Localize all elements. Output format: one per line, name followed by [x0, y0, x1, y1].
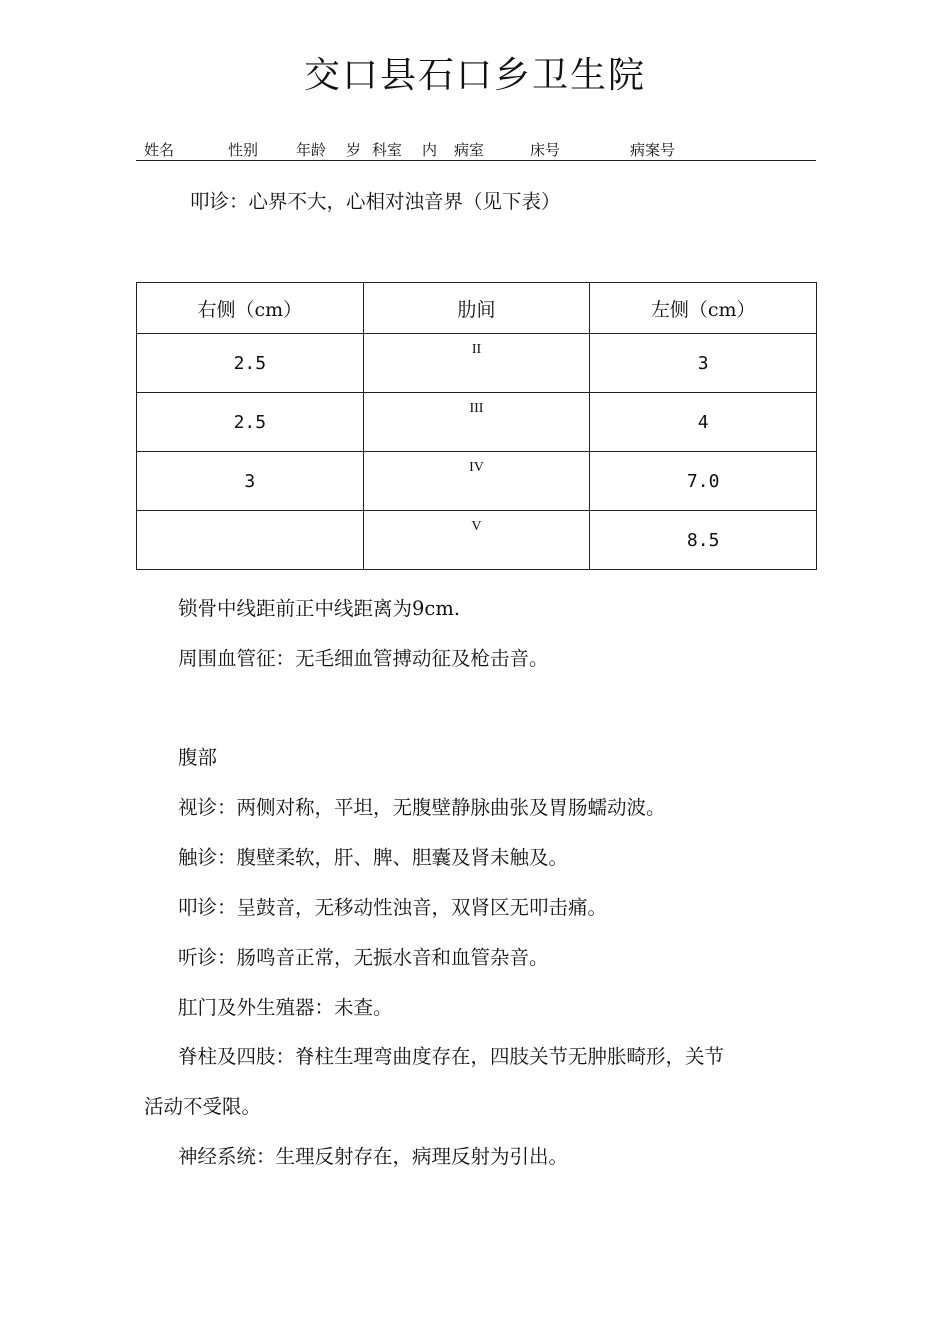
table-row	[137, 511, 817, 570]
anus-genitalia-text: 肛门及外生殖器：未查。	[178, 996, 393, 1019]
intercostal-space: IV	[363, 452, 590, 511]
spine-limbs-text-line2: 活动不受限。	[144, 1095, 262, 1118]
percussion-text: 叩诊：呈鼓音，无移动性浊音，双肾区无叩击痛。	[178, 896, 608, 919]
department-value: 内	[422, 141, 438, 159]
right-value: 2.5	[137, 334, 364, 393]
hospital-title: 交口县石口乡卫生院	[303, 55, 646, 96]
right-value	[137, 511, 364, 570]
age-unit-label: 岁	[346, 141, 362, 159]
header-right-side: 右侧（cm）	[137, 283, 364, 334]
peripheral-vessels-text: 周围血管征：无毛细血管搏动征及枪击音。	[178, 647, 549, 670]
left-value: 4	[590, 393, 817, 452]
clavicle-line-text: 锁骨中线距前正中线距离为9cm.	[178, 597, 461, 620]
left-value: 3	[590, 334, 817, 393]
table-row	[137, 452, 817, 511]
age-label: 年龄	[296, 141, 327, 159]
name-label: 姓名	[144, 141, 175, 159]
table-header-row	[137, 283, 817, 334]
right-value: 2.5	[137, 393, 364, 452]
abdomen-heading: 腹部	[178, 746, 218, 769]
intercostal-space: III	[363, 393, 590, 452]
percussion-intro: 叩诊：心界不大，心相对浊音界（见下表）	[190, 190, 561, 213]
nervous-system-text: 神经系统：生理反射存在，病理反射为引出。	[178, 1145, 569, 1168]
cardiac-dullness-table	[136, 282, 817, 570]
header-left-side: 左侧（cm）	[590, 283, 817, 334]
table-row	[137, 393, 817, 452]
department-label: 科室	[372, 141, 403, 159]
sex-label: 性别	[228, 141, 259, 159]
table-row	[137, 334, 817, 393]
auscultation-text: 听诊：肠鸣音正常，无振水音和血管杂音。	[178, 946, 549, 969]
patient-header	[136, 140, 816, 161]
left-value: 7.0	[590, 452, 817, 511]
spine-limbs-text-line1: 脊柱及四肢：脊柱生理弯曲度存在，四肢关节无肿胀畸形，关节	[178, 1045, 725, 1068]
record-number-label: 病案号	[630, 141, 676, 159]
bed-label: 床号	[530, 141, 561, 159]
inspection-text: 视诊：两侧对称，平坦，无腹壁静脉曲张及胃肠蠕动波。	[178, 796, 666, 819]
left-value: 8.5	[590, 511, 817, 570]
ward-label: 病室	[454, 141, 485, 159]
header-intercostal: 肋间	[363, 283, 590, 334]
intercostal-space: V	[363, 511, 590, 570]
right-value: 3	[137, 452, 364, 511]
intercostal-space: II	[363, 334, 590, 393]
palpation-text: 触诊：腹壁柔软，肝、脾、胆囊及肾未触及。	[178, 846, 569, 869]
